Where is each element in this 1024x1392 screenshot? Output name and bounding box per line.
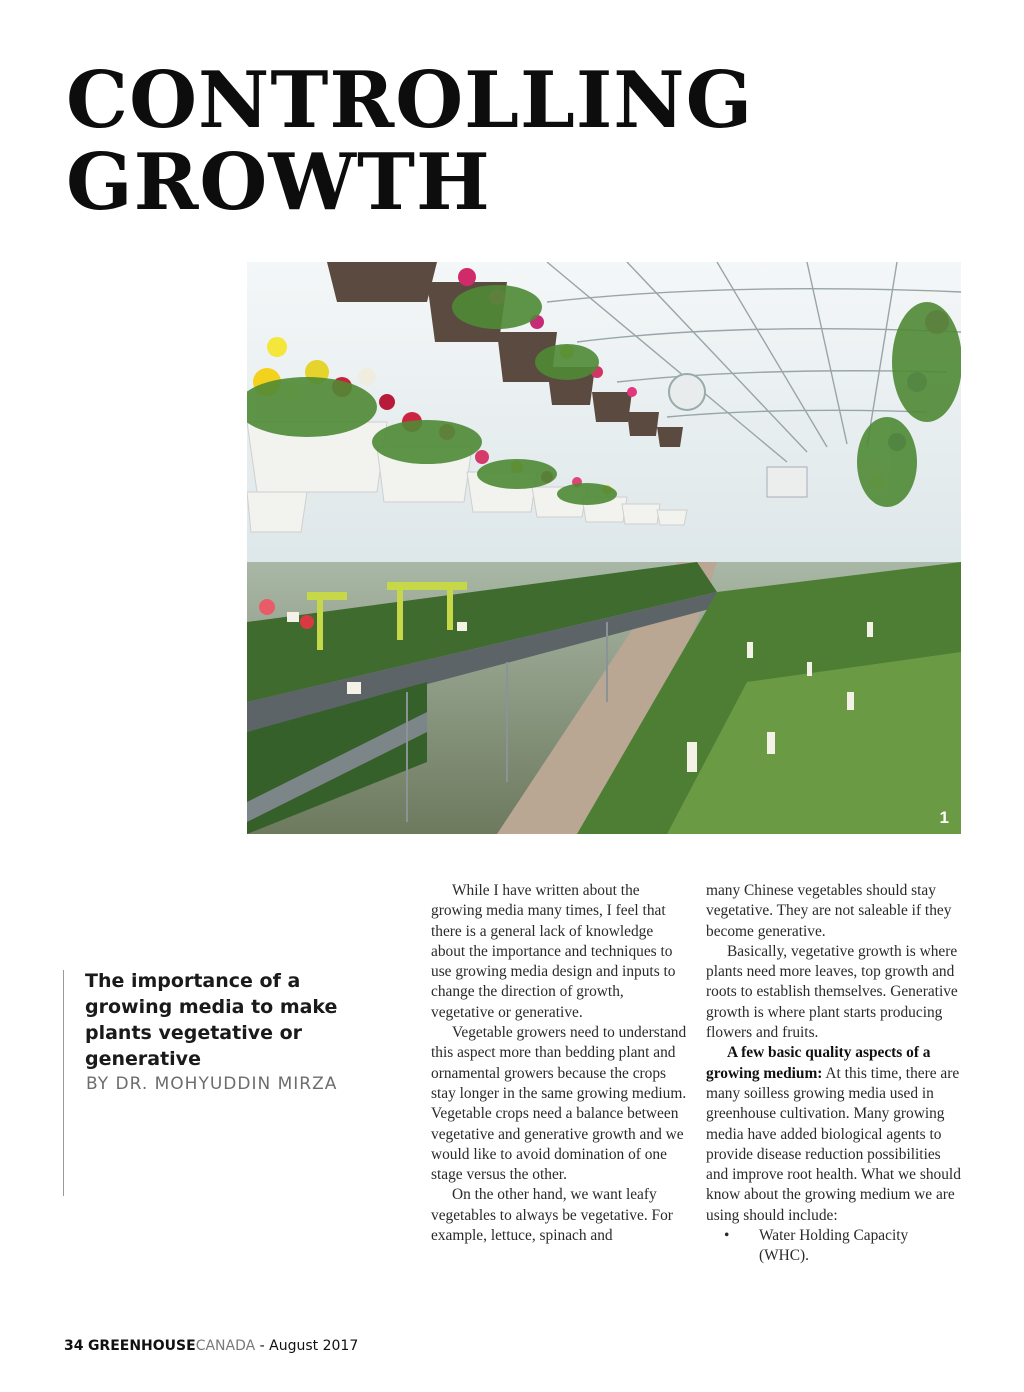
- body-paragraph: many Chinese vegetables should stay vegetative. They are not saleable if they become generative.: [706, 882, 952, 940]
- body-paragraph: On the other hand, we want leafy vegetables to always be vegetative. For example, lettuce, spinach and: [431, 1186, 673, 1245]
- subhead-lead: A few basic quality aspects of a growing medium:: [706, 1044, 931, 1082]
- bullet-item: [706, 1226, 962, 1267]
- body-paragraph: Vegetable growers need to understand this aspect more than bedding plant and ornamental growers because the crops stay longer in the same growing medium. Vegetable crops need a balance between vegetative and generative growth and we would like to avoid domination of one stage versus the other.: [431, 1024, 687, 1184]
- title-line-2: GROWTH: [66, 137, 491, 228]
- magazine-name: GREENHOUSE: [87, 1338, 196, 1354]
- greenhouse-illustration: [247, 262, 961, 834]
- body-paragraph: Basically, vegetative growth is where plants need more leaves, top growth and roots to establish themselves. Generative growth is where plant starts producing flowers and fruits.: [706, 942, 958, 1042]
- title-line-1: CONTROLLING: [66, 55, 754, 146]
- article-byline: BY DR. MOHYUDDIN MIRZA: [86, 1074, 338, 1094]
- article-deck: The importance of a growing media to make plants vegetative or generative: [85, 970, 338, 1070]
- magazine-sub: CANADA: [195, 1338, 256, 1354]
- issue-date: - August 2017: [259, 1338, 359, 1354]
- body-column-1: [431, 881, 687, 1246]
- bullet-icon: •: [724, 1227, 730, 1245]
- body-column-2: [706, 881, 962, 1267]
- sidebar-rule: [63, 970, 64, 1196]
- article-title: [66, 55, 754, 228]
- bullet-text: Water Holding Capacity (WHC).: [758, 1227, 909, 1265]
- body-paragraph: [706, 1043, 962, 1226]
- body-paragraph: While I have written about the growing media many times, I feel that there is a general lack of knowledge about the importance and techniques to use growing media design and inputs to change the direction of growth, vegetative or generative.: [431, 882, 676, 1021]
- page-number: 34: [64, 1338, 84, 1354]
- photo-number: 1: [939, 808, 949, 827]
- greenhouse-photo: [247, 262, 961, 834]
- page-footer: [64, 1338, 358, 1354]
- subhead-body: At this time, there are many soilless growing media used in greenhouse cultivation. Many growing media have added biological agents to provide disease reduction possibilities and improve root health. What we should know about the growing medium we are using should include:: [706, 1064, 961, 1224]
